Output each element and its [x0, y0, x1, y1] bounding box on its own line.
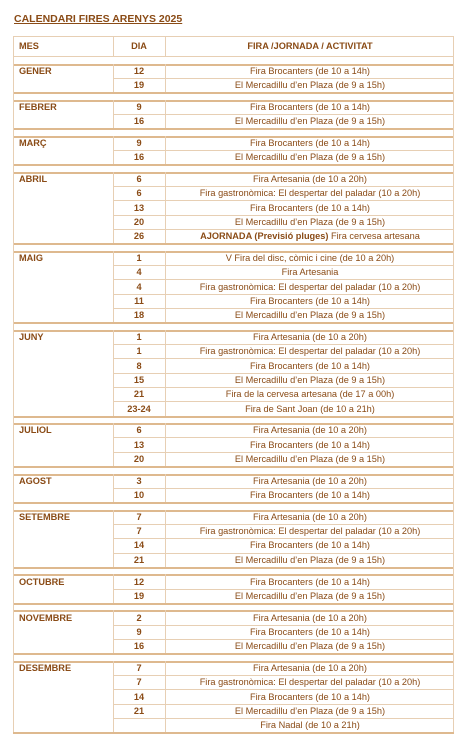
activity-text: Fira Brocanters (de 10 a 14h): [249, 576, 370, 587]
activity-text: Fira Brocanters (de 10 a 14h): [249, 691, 370, 702]
activity-cell: [166, 719, 454, 731]
activity-cell: [166, 590, 454, 602]
month-label: AGOST: [19, 475, 52, 486]
activity-cell: [166, 475, 454, 487]
activity-cell: [166, 554, 454, 566]
activity-text: Fira gastronòmica: El despertar del paladar (10 a 20h): [199, 677, 421, 688]
activity-text: Fira Artesania: [281, 267, 339, 278]
day-cell: 12: [133, 65, 145, 76]
activity-cell: [166, 187, 454, 199]
day-cell: 1: [136, 332, 142, 342]
day-cell: 20: [133, 216, 145, 227]
activity-text: El Mercadillu d’en Plaza (de 9 a 15h): [234, 116, 386, 127]
activity-cell: [166, 388, 454, 400]
month-bottom-border: [13, 322, 454, 324]
column-divider: [165, 172, 166, 244]
day-cell: 16: [133, 116, 145, 127]
header-dia: DIA: [131, 41, 147, 51]
column-divider: [165, 474, 166, 503]
month-bottom-border: [13, 653, 454, 655]
day-cell: 9: [136, 626, 142, 637]
activity-text: Fira gastronòmica: El despertar del paladar (10 a 20h): [199, 346, 421, 357]
day-cell: 6: [136, 425, 142, 436]
column-divider: [113, 136, 114, 165]
activity-cell: [166, 266, 454, 278]
activity-text: Fira Artesania (de 10 a 20h): [253, 475, 367, 486]
column-divider: [165, 330, 166, 416]
day-cell: 19: [133, 590, 145, 601]
table-right-border: [453, 36, 454, 732]
activity-cell: [166, 309, 454, 321]
activity-text: El Mercadillu d’en Plaza (de 9 a 15h): [234, 641, 386, 652]
column-divider: [113, 172, 114, 244]
day-cell: 18: [133, 310, 145, 321]
activity-cell: [166, 705, 454, 717]
activity-text: Fira Artesania (de 10 a 20h): [253, 174, 367, 184]
column-divider: [113, 423, 114, 466]
activity-text: Fira Brocanters (de 10 a 14h): [249, 101, 370, 112]
activity-text: Fira Brocanters (de 10 a 14h): [249, 202, 370, 213]
activity-text: El Mercadillu d’en Plaza (de 9 a 15h): [234, 216, 386, 227]
activity-text: Fira de la cervesa artesana (de 17 a 00h): [225, 389, 395, 400]
day-cell: 16: [133, 641, 145, 652]
day-cell: 6: [136, 188, 142, 199]
day-cell: 21: [133, 705, 145, 716]
activity-text: Fira Artesania (de 10 a 20h): [253, 511, 367, 522]
activity-cell: [166, 137, 454, 149]
activity-text: Fira Brocanters (de 10 a 14h): [249, 540, 370, 551]
activity-cell: [166, 626, 454, 638]
activity-text: Fira Brocanters (de 10 a 14h): [249, 65, 370, 76]
column-divider: [113, 330, 114, 416]
header-divider: [113, 36, 114, 56]
month-label: FEBRER: [19, 101, 57, 112]
calendar-table: [13, 36, 454, 731]
month-bottom-border: [13, 603, 454, 605]
month-label: OCTUBRE: [19, 576, 65, 587]
activity-text: Fira Brocanters (de 10 a 14h): [249, 490, 370, 500]
activity-text: El Mercadillu d’en Plaza (de 9 a 15h): [234, 374, 386, 385]
day-cell: 1: [136, 253, 142, 263]
day-cell: 7: [136, 677, 142, 688]
column-divider: [165, 510, 166, 567]
header-bottom-border: [13, 56, 454, 57]
activity-text: Fira gastronòmica: El despertar del paladar (10 a 20h): [199, 281, 421, 292]
activity-cell: [166, 281, 454, 293]
column-divider: [113, 251, 114, 323]
day-cell: 26: [133, 231, 145, 242]
day-cell: 23-24: [127, 403, 151, 414]
month-bottom-border: [13, 243, 454, 245]
activity-text: Fira Brocanters (de 10 a 14h): [249, 626, 370, 637]
header-mes: MES: [19, 41, 39, 51]
activity-cell: [166, 115, 454, 127]
day-cell: 9: [136, 137, 142, 148]
column-divider: [165, 251, 166, 323]
activity-text: Fira Brocanters (de 10 a 14h): [249, 360, 370, 371]
activity-cell: [166, 539, 454, 551]
header-activitat: FIRA /JORNADA / ACTIVITAT: [247, 41, 373, 51]
month-label: ABRIL: [19, 174, 48, 184]
day-cell: 14: [133, 540, 145, 551]
day-cell: 7: [136, 511, 142, 522]
month-bottom-border: [13, 567, 454, 569]
activity-cell: [166, 252, 454, 264]
month-bottom-border: [13, 502, 454, 504]
activity-cell: [166, 676, 454, 688]
month-bottom-border: [13, 128, 454, 130]
month-label: JUNY: [19, 332, 44, 342]
day-cell: 13: [133, 439, 145, 450]
column-divider: [113, 574, 114, 603]
activity-text: Fira gastronòmica: El despertar del paladar (10 a 20h): [199, 188, 421, 199]
day-cell: 3: [136, 475, 142, 486]
activity-text: El Mercadillu d’en Plaza (de 9 a 15h): [234, 453, 386, 464]
day-cell: 11: [134, 295, 144, 306]
day-cell: 15: [133, 374, 145, 385]
activity-cell: [166, 151, 454, 163]
activity-text: V Fira del disc, còmic i cine (de 10 a 20h): [225, 253, 395, 263]
activity-cell: [166, 691, 454, 703]
activity-cell: [166, 525, 454, 537]
column-divider: [165, 610, 166, 653]
activity-cell: [166, 489, 454, 501]
activity-cell: [166, 662, 454, 674]
activity-text: Fira Artesania (de 10 a 20h): [253, 425, 367, 436]
column-divider: [113, 100, 114, 129]
month-label: SETEMBRE: [19, 511, 71, 522]
day-cell: 14: [133, 691, 145, 702]
activity-cell: [166, 424, 454, 436]
activity-text: Fira Brocanters (de 10 a 14h): [249, 439, 370, 450]
activity-text: El Mercadillu d’en Plaza (de 9 a 15h): [234, 152, 386, 163]
day-cell: 8: [136, 360, 142, 371]
day-cell: 1: [136, 346, 142, 357]
day-cell: 13: [133, 202, 145, 213]
day-cell: 21: [133, 554, 145, 565]
column-divider: [113, 661, 114, 733]
column-divider: [165, 661, 166, 733]
month-label: NOVEMBRE: [19, 612, 73, 623]
activity-text: Fira Brocanters (de 10 a 14h): [249, 295, 370, 306]
activity-text: Fira Nadal (de 10 a 21h): [260, 720, 360, 731]
day-cell: 16: [133, 152, 145, 163]
activity-cell: [166, 360, 454, 372]
column-divider: [113, 510, 114, 567]
activity-cell: [166, 101, 454, 113]
activity-cell: [166, 511, 454, 523]
day-cell: 10: [133, 490, 145, 500]
activity-text: El Mercadillu d’en Plaza (de 9 a 15h): [234, 590, 386, 601]
activity-cell: [166, 331, 454, 343]
activity-text: Fira Artesania (de 10 a 20h): [253, 332, 367, 342]
day-cell: 4: [136, 267, 142, 278]
month-label: JULIOL: [19, 425, 52, 436]
table-top-border: [13, 36, 454, 37]
month-label: GENER: [19, 65, 52, 76]
table-left-border: [13, 36, 14, 732]
activity-cell: [166, 295, 454, 307]
activity-cell: [166, 453, 454, 465]
activity-text: Fira Artesania (de 10 a 20h): [253, 663, 367, 673]
activity-cell: [166, 79, 454, 91]
activity-text: El Mercadillu d’en Plaza (de 9 a 15h): [234, 80, 386, 90]
day-cell: 6: [136, 174, 142, 184]
day-cell: 19: [133, 80, 145, 90]
activity-text: El Mercadillu d’en Plaza (de 9 a 15h): [234, 705, 386, 716]
header-divider: [165, 36, 166, 56]
activity-text: El Mercadillu d’en Plaza (de 9 a 15h): [234, 310, 386, 321]
activity-cell: [166, 374, 454, 386]
activity-text: Fira Artesania (de 10 a 20h): [253, 612, 367, 623]
column-divider: [165, 423, 166, 466]
activity-text: El Mercadillu d’en Plaza (de 9 a 15h): [234, 554, 386, 565]
day-cell: 20: [133, 453, 145, 464]
activity-cell: [166, 230, 454, 242]
day-cell: 2: [136, 612, 142, 623]
activity-text: Fira de Sant Joan (de 10 a 21h): [245, 403, 375, 414]
column-divider: [165, 136, 166, 165]
day-cell: 4: [136, 281, 142, 292]
column-divider: [113, 64, 114, 93]
activity-cell: [166, 345, 454, 357]
activity-cell: [166, 439, 454, 451]
activity-text: Fira gastronòmica: El despertar del paladar (10 a 20h): [199, 526, 421, 537]
page-title: CALENDARI FIRES ARENYS 2025: [14, 13, 183, 25]
month-bottom-border: [13, 416, 454, 418]
activity-text: Fira cervesa artesana: [328, 231, 420, 242]
activity-note: AJORNADA (Previsió pluges): [200, 231, 329, 242]
month-bottom-border: [13, 466, 454, 468]
column-divider: [165, 574, 166, 603]
activity-cell: [166, 612, 454, 624]
activity-cell: [166, 65, 454, 77]
month-label: DESEMBRE: [19, 663, 72, 673]
activity-cell: [166, 216, 454, 228]
month-bottom-border: [13, 92, 454, 94]
activity-cell: [166, 202, 454, 214]
column-divider: [165, 100, 166, 129]
month-label: MAIG: [19, 253, 43, 263]
month-bottom-border: [13, 164, 454, 166]
day-cell: 7: [136, 663, 142, 673]
activity-text: Fira Brocanters (de 10 a 14h): [249, 137, 370, 148]
column-divider: [165, 64, 166, 93]
day-cell: 12: [133, 576, 145, 587]
activity-cell: [166, 640, 454, 652]
column-divider: [113, 474, 114, 503]
month-label: MARÇ: [19, 137, 47, 148]
activity-cell: [166, 173, 454, 185]
day-cell: 9: [136, 101, 142, 112]
day-cell: 21: [133, 389, 145, 400]
day-cell: 7: [136, 526, 142, 537]
activity-cell: [166, 576, 454, 588]
column-divider: [113, 610, 114, 653]
activity-cell: [166, 403, 454, 415]
